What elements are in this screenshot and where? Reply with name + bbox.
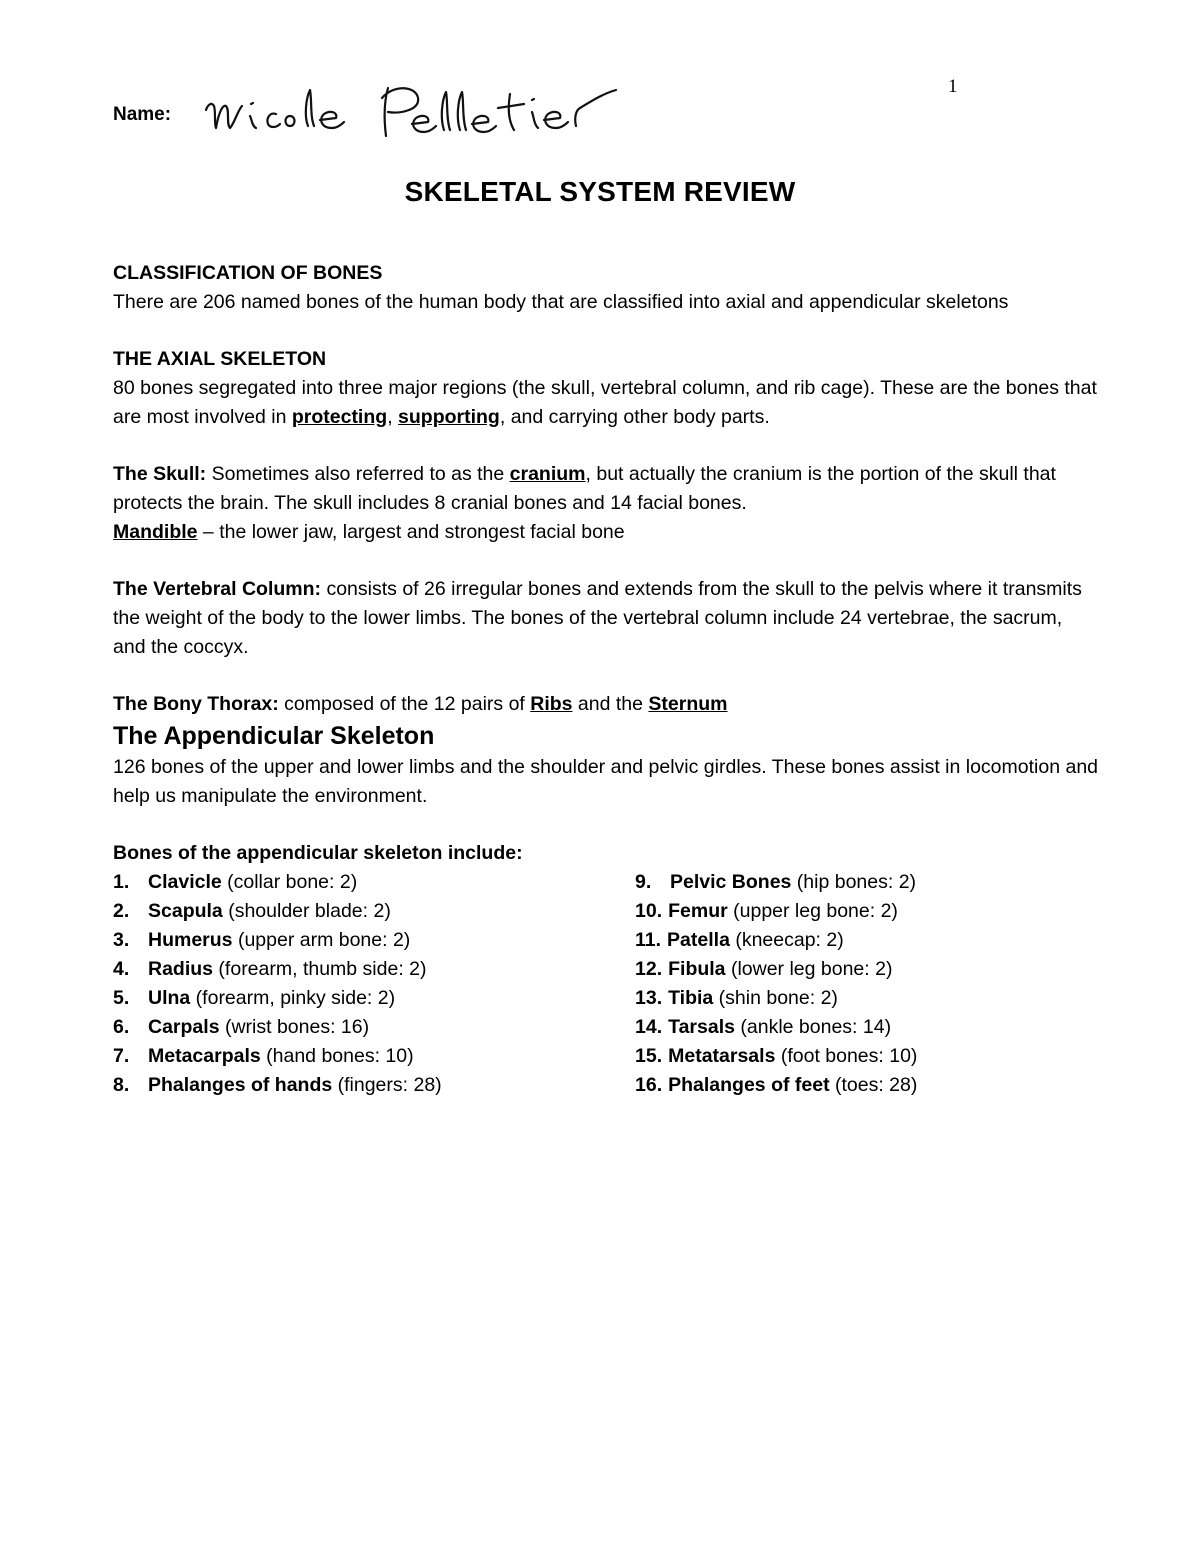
term-protecting: protecting	[291, 406, 388, 428]
classification-heading: CLASSIFICATION OF BONES	[113, 262, 383, 284]
thorax-label: The Bony Thorax:	[113, 693, 279, 715]
classification-text: There are 206 named bones of the human body that are classified into axial and appendicular skeletons	[113, 291, 1009, 313]
document-title: SKELETAL SYSTEM REVIEW	[404, 176, 796, 207]
term-cranium: cranium	[509, 463, 586, 485]
bones-lists	[113, 868, 1098, 1108]
list-item: 1. Clavicle (collar bone: 2)	[113, 871, 358, 893]
axial-heading: THE AXIAL SKELETON	[113, 348, 327, 370]
appendicular-text: 126 bones of the upper and lower limbs and the shoulder and pelvic girdles. These bones assist in locomotion and help us manipulate the environment.	[113, 756, 1099, 807]
list-item: 6. Carpals (wrist bones: 16)	[113, 1016, 370, 1038]
list-item: 12. Fibula (lower leg bone: 2)	[635, 958, 893, 980]
list-item: 13. Tibia (shin bone: 2)	[635, 987, 838, 1009]
list-item: 3. Humerus (upper arm bone: 2)	[113, 929, 411, 951]
list-item: 10. Femur (upper leg bone: 2)	[635, 900, 898, 922]
term-mandible: Mandible	[113, 521, 198, 543]
mandible-text: Mandible – the lower jaw, largest and strongest facial bone	[113, 521, 625, 543]
name-label: Name:	[113, 104, 172, 125]
bones-list-left	[113, 868, 613, 1100]
list-item: 9. Pelvic Bones (hip bones: 2)	[635, 871, 917, 893]
term-sternum: Sternum	[648, 693, 728, 715]
bones-list-right	[635, 868, 1095, 1100]
list-item: 11. Patella (kneecap: 2)	[635, 929, 844, 951]
vertebral-label: The Vertebral Column:	[113, 578, 322, 600]
skull-text: The Skull: Sometimes also referred to as the cranium, but actually the cranium is the portion of the skull that protects the brain. The skull includes 8 cranial bones and 14 facial bones.	[113, 463, 1056, 514]
list-item: 8. Phalanges of hands (fingers: 28)	[113, 1074, 442, 1096]
list-item: 4. Radius (forearm, thumb side: 2)	[113, 958, 427, 980]
list-item: 2. Scapula (shoulder blade: 2)	[113, 900, 391, 922]
vertebral-text: The Vertebral Column: consists of 26 irregular bones and extends from the skull to the pelvis where it transmits the weight of the body to the lower limbs. The bones of the vertebral column include 24 vertebrae, the sacrum, and the coccyx.	[113, 578, 1082, 658]
handwritten-signature	[198, 76, 638, 146]
page-number: 1	[948, 76, 958, 97]
list-item: 5. Ulna (forearm, pinky side: 2)	[113, 987, 396, 1009]
list-item: 14. Tarsals (ankle bones: 14)	[635, 1016, 892, 1038]
axial-text: 80 bones segregated into three major regions (the skull, vertebral column, and rib cage). These are the bones that are most involved in protecting, supporting, and carrying other body parts.	[113, 377, 1097, 428]
term-supporting: supporting	[398, 406, 500, 428]
list-item: 7. Metacarpals (hand bones: 10)	[113, 1045, 414, 1067]
bones-list-heading: Bones of the appendicular skeleton include:	[113, 842, 523, 864]
term-ribs: Ribs	[530, 693, 573, 715]
list-item: 15. Metatarsals (foot bones: 10)	[635, 1045, 918, 1067]
skull-label: The Skull:	[113, 463, 207, 485]
document-body	[113, 259, 1098, 1108]
thorax-text: The Bony Thorax: composed of the 12 pairs of Ribs and the Sternum	[113, 693, 728, 715]
list-item: 16. Phalanges of feet (toes: 28)	[635, 1074, 918, 1096]
appendicular-heading: The Appendicular Skeleton	[113, 722, 435, 750]
